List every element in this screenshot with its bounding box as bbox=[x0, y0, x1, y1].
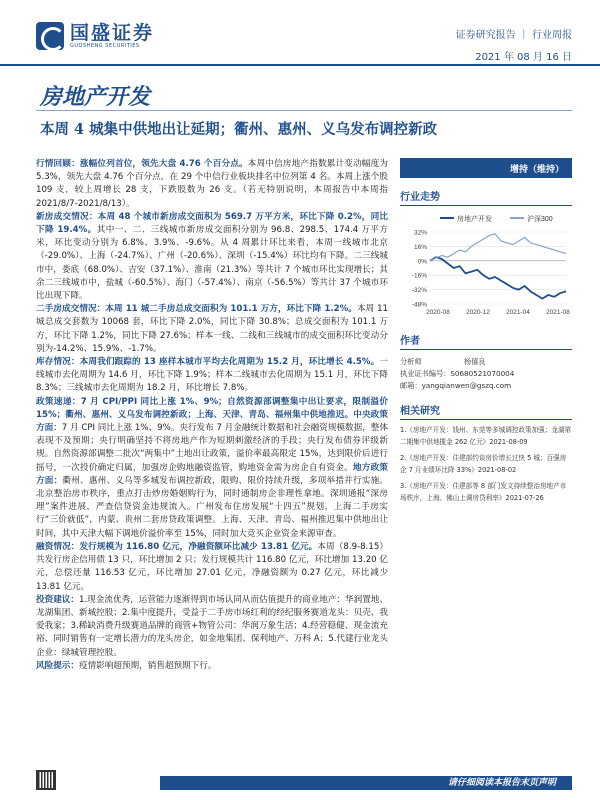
disclaimer-bar: 请仔细阅读本报告末页声明 bbox=[160, 776, 572, 790]
company-name-cn: 国盛证券 bbox=[70, 22, 155, 44]
paragraph-label: 二手房成交情况： bbox=[36, 304, 106, 315]
body-paragraph bbox=[36, 594, 388, 660]
paragraph-text: 7 月 CPI 同比上涨 1%、9%。央行发布 7 月金融统计数据和社会融资规模数据，整体表现不及预期；央行明确坚持不将房地产作为短期刺激经济的手段；央行发布债券评级新规。自然资源部调整二批次“两集中”土地出让政策，溢价率最高限定 15%，达到限价后进行摇号，一次投价确定归属，加强房企购地融资监管，购地资金需为房企自有资金。 bbox=[36, 423, 388, 473]
body-paragraph bbox=[36, 158, 388, 211]
header-divider bbox=[0, 64, 600, 66]
body-paragraph bbox=[36, 356, 388, 396]
series-line bbox=[430, 257, 566, 298]
company-name-en: GUOSHENG SECURITIES bbox=[70, 43, 140, 49]
paragraph-text: 一线城市去化周期为 14.6 月，环比下降 1.9%；样本二线城市去化周期为 15.1 月，环比下降 8.3%；三线城市去化周期为 18.2 月，环比增长 7.8%。 bbox=[36, 357, 388, 394]
report-type: 证券研究报告 ｜ 行业周报 bbox=[455, 30, 572, 41]
license-number: 执业证书编号：S0680521070004 bbox=[400, 369, 515, 378]
page-footer bbox=[0, 760, 600, 800]
paragraph-highlight: 7 月 CPI/PPI 同比上涨 1%、9%；自然资源部调整集中出让要求，限制溢价 15%；衢州、惠州、义乌发布调控新政；上海、天津、青岛、福州集中供地推迟。 bbox=[36, 396, 388, 420]
trend-chart-svg bbox=[400, 210, 572, 322]
paragraph-text: 本周 11 城总成交套数为 10068 套，环比下降 2.0%，同比下降 30.8%；总成交面积为 101.1 万方，环比下降 1.2%，同比下降 27.6%；样本一线、二线和三线城市的成交面积环比变动分别为-14.2%、15.9%、-1.7%。 bbox=[36, 304, 389, 354]
x-tick-label: 2020-12 bbox=[466, 309, 490, 316]
author-heading: 作者 bbox=[400, 332, 572, 350]
report-headline: 本周 4 城集中供地出让延期；衢州、惠州、义乌发布调控新政 bbox=[40, 121, 438, 138]
related-item[interactable]: 2.《房地产开发：住建部约谈房价增长过快 5 城；百强房企 7 月业绩环比降 33%》2021-08-02 bbox=[400, 454, 567, 474]
series-line bbox=[430, 234, 566, 261]
paragraph-label: 行情回顾： bbox=[36, 159, 80, 169]
x-tick-label: 2021-08 bbox=[546, 309, 570, 316]
y-tick-label: -48% bbox=[411, 301, 427, 309]
paragraph-label: 新房成交情况： bbox=[36, 211, 98, 222]
related-list bbox=[400, 425, 572, 504]
page-header bbox=[0, 0, 600, 80]
paragraph-highlight: 涨幅位列首位，领先大盘 4.76 个百分点。 bbox=[79, 159, 248, 169]
title-divider bbox=[36, 110, 572, 111]
paragraph-subheading: 地方政策方面： bbox=[36, 462, 388, 486]
analyst-name: 杨僖良 bbox=[463, 357, 486, 366]
x-tick-label: 2020-08 bbox=[426, 309, 450, 316]
qr-code-icon bbox=[36, 770, 56, 790]
body-paragraph bbox=[36, 541, 388, 594]
analyst-label: 分析师 bbox=[400, 357, 422, 366]
paragraph-label: 库存情况： bbox=[36, 357, 80, 368]
y-tick-label: -32% bbox=[411, 287, 427, 295]
paragraph-highlight: 本周 11 城二手房总成交面积为 101.1 万方，环比下降 1.2%。 bbox=[105, 304, 357, 315]
related-item[interactable]: 3.《房地产开发：住建部等 8 部门发文持续整治房地产市场秩序，上海、佛山上调房贷利率》2021-07-26 bbox=[400, 482, 567, 502]
y-tick-label: 32% bbox=[413, 229, 427, 237]
paragraph-subheading: 中央政策方面： bbox=[36, 409, 388, 434]
x-tick-label: 2021-04 bbox=[506, 309, 530, 316]
related-item[interactable]: 1.《房地产开发：钱州、东莞等多城调控政策加强；龙湖第二期集中供地揽金 262 亿元》2021-08-09 bbox=[400, 426, 572, 446]
paragraph-text: 本周（8.9-8.15）共发行房企信用债 13 只，环比增加 2 只；发行规模共计 116.80 亿元，环比增加 13.20 亿元，总偿还量 116.53 亿元，环比增加 27.01 亿元，净融资额为 0.27 亿元，环比减少 13.81 亿元。 bbox=[36, 541, 388, 592]
paragraph-text: 本周中信房地产指数累计变动幅度为 5.3%，领先大盘 4.76 个百分点，在 29 个中信行业板块排名中位列第 4 名。本周上涨个股 109 支，较上周增长 28 支，下跌股数为 26 支。（若无特别说明，本周报告中本周指 2021/8/7-2021/8/13）。 bbox=[36, 159, 388, 209]
analyst-email[interactable]: 邮箱：yangqianwen@gszq.com bbox=[400, 381, 512, 390]
main-body bbox=[36, 158, 388, 673]
legend-label: 沪深300 bbox=[527, 216, 553, 223]
paragraph-text: 衢州、惠州、义乌等多城发布调控新政，限购、限价持续升级，多项举措并行实施。北京整治房市秩序，重点打击炒房婚姻购行为，同时通制房企非理性拿地。深圳通报“深房理”案件进展，严查信贷资金违规流入。广州发布住房发展“十四五”规划，上海二手房实行“三价就低”，内蒙、贵州二套房贷政策调整。上海、天津、青岛、福州推迟集中供地出让时间，其中天津大幅下调地价溢价率至 15%，同时加大竞买企业资金来源审查。 bbox=[36, 475, 388, 539]
trend-heading: 行业走势 bbox=[400, 188, 572, 206]
rating-badge: 增持（维持） bbox=[400, 158, 572, 178]
paragraph-highlight: 本周 48 个城市新房成交面积为 569.7 万平方米，环比下降 0.2%，同比下降 19.4%。 bbox=[36, 211, 388, 236]
paragraph-label: 政策速递： bbox=[36, 396, 81, 407]
logo-mark-icon bbox=[36, 22, 64, 50]
y-tick-label: 16% bbox=[413, 243, 427, 251]
analyst-line bbox=[400, 356, 572, 368]
body-paragraph bbox=[36, 211, 388, 303]
paragraph-highlight: 发行规模为 116.80 亿元，净融资额环比减少 13.81 亿元。 bbox=[79, 541, 318, 552]
report-date: 2021 年 08 月 16 日 bbox=[475, 52, 572, 63]
body-paragraph bbox=[36, 303, 388, 356]
sidebar bbox=[400, 158, 572, 504]
y-tick-label: -16% bbox=[411, 272, 427, 280]
y-tick-label: 0% bbox=[417, 258, 427, 266]
body-paragraph bbox=[36, 660, 388, 673]
paragraph-label: 风险提示： bbox=[36, 660, 79, 671]
body-paragraph bbox=[36, 396, 388, 541]
paragraph-text: 疫情影响超预期，销售超预期下行。 bbox=[78, 660, 217, 671]
legend-label: 房地产开发 bbox=[457, 216, 492, 223]
paragraph-text: 1.现金流优秀，运营能力逐渐得到市场认同从而估值提升的商业地产：华润置地、龙湖集团、新城控股；2.集中度提升，受益于二手房市场红利的经纪服务赛道龙头：贝壳、我爱我家；3.稀缺消费升级赛道品牌的商管+物管公司：华润万象生活；4.经营稳健、现金流充裕、同时销售有一定增长潜力的龙头房企，如金地集团、保利地产、万科 A；5.代建行业龙头企业：绿城管理控股。 bbox=[36, 594, 388, 658]
paragraph-label: 投资建议： bbox=[36, 594, 79, 605]
sector-title: 房地产开发 bbox=[40, 84, 151, 110]
paragraph-highlight: 本周我们跟踪的 13 座样本城市平均去化周期为 15.2 月，环比增长 4.5%。 bbox=[79, 357, 380, 368]
company-logo bbox=[36, 22, 154, 50]
trend-chart bbox=[400, 210, 572, 322]
paragraph-label: 融资情况： bbox=[36, 541, 80, 552]
related-heading: 相关研究 bbox=[400, 402, 572, 420]
paragraph-text: 其中一、二、三线城市新房成交面积分别为 96.8、298.5、174.4 万平方米，环比变动分别为 6.8%、3.9%、-9.6%。从 4 周累计环比来看，本周一线城市北京（-29.0%）、上海（-24.7%）、广州（-20.6%）、深圳（-15.4%）环比均有下降。二三线城市中，娄底（68.0%）、吉安（37.1%）、淮南（21.3%）等共计 7 个城市环比实现增长；其余二三线城市中，盐城（-60.5%）、海门（-57.4%）、南京（-56.5%）等共计 37 个城市环比出现下降。 bbox=[36, 225, 388, 302]
